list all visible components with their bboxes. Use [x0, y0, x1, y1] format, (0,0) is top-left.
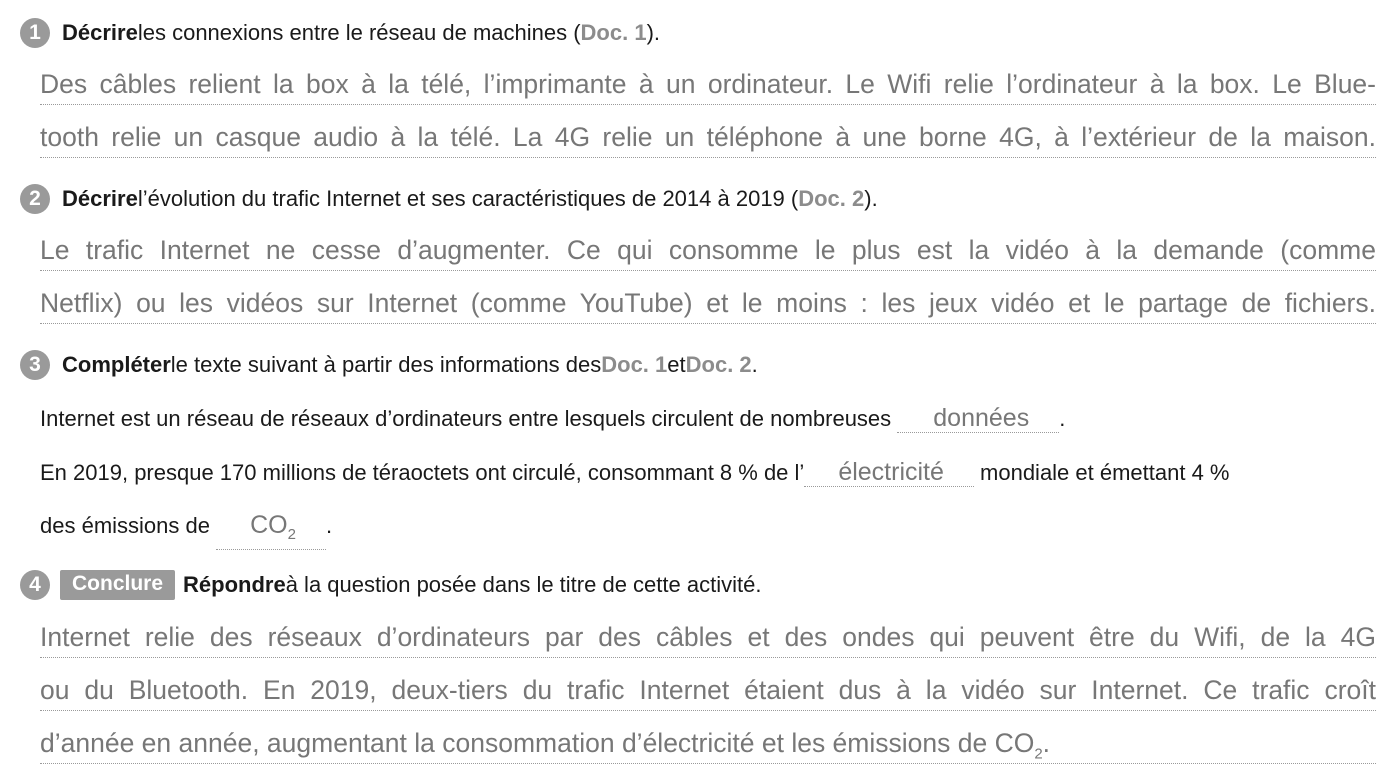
fill-in-sentence — [40, 510, 332, 542]
question-conjunction: et — [667, 352, 686, 377]
question-1 — [20, 17, 660, 49]
question-end: ). — [646, 20, 661, 45]
sentence-text: Internet est un réseau de réseaux d’ordinateurs entre lesquels circulent de nombreuses — [40, 406, 898, 431]
question-number-badge: 4 — [20, 570, 50, 600]
question-4 — [20, 569, 761, 601]
sentence-text: . — [1059, 406, 1066, 431]
sentence-text: En 2019, presque 170 millions de téraoctets ont circulé, consommant 8 % de l’ — [40, 460, 805, 485]
answer-line[interactable]: Le trafic Internet ne cesse d’augmenter. Ce qui consomme le plus est la vidéo à la demande (comme — [40, 230, 1376, 271]
sentence-text: mondiale et émettant 4 % — [973, 460, 1230, 485]
question-verb: Décrire — [62, 20, 138, 45]
question-end: ). — [864, 186, 878, 211]
question-number-badge: 2 — [20, 184, 50, 214]
doc-reference: Doc. 1 — [601, 352, 668, 377]
question-2 — [20, 183, 878, 215]
question-text: à la question posée dans le titre de cette activité. — [285, 572, 762, 597]
answer-line[interactable]: ou du Bluetooth. En 2019, deux-tiers du trafic Internet étaient dus à la vidéo sur Internet. Ce trafic croît — [40, 670, 1376, 711]
blank-value: CO — [250, 511, 288, 539]
answer-line[interactable]: Des câbles relient la box à la télé, l’imprimante à un ordinateur. Le Wifi relie l’ordinateur à la box. Le Blue- — [40, 64, 1376, 105]
fill-in-sentence — [40, 457, 1230, 489]
answer-line[interactable]: tooth relie un casque audio à la télé. La 4G relie un téléphone à une borne 4G, à l’extérieur de la maison. — [40, 117, 1376, 158]
conclure-badge: Conclure — [60, 570, 175, 600]
sentence-text: des émissions de — [40, 513, 217, 538]
answer-line[interactable]: Internet relie des réseaux d’ordinateurs par des câbles et des ondes qui peuvent être du Wifi, de la 4G — [40, 617, 1376, 658]
question-text: le texte suivant à partir des informations des — [170, 352, 602, 377]
question-number-badge: 1 — [20, 18, 50, 48]
doc-reference: Doc. 2 — [798, 186, 865, 211]
question-end: . — [751, 352, 758, 377]
question-3 — [20, 349, 758, 381]
blank-field[interactable] — [216, 511, 326, 550]
sentence-text: . — [325, 513, 333, 538]
question-text: les connexions entre le réseau de machines ( — [137, 20, 581, 45]
question-verb: Répondre — [183, 572, 286, 597]
fill-in-sentence — [40, 403, 1065, 435]
question-number-badge: 3 — [20, 350, 50, 380]
question-verb: Décrire — [62, 186, 138, 211]
answer-line[interactable]: Netflix) ou les vidéos sur Internet (comme YouTube) et le moins : les jeux vidéo et le partage de fichiers. — [40, 283, 1376, 324]
answer-text: d’année en année, augmentant la consommation d’électricité et les émissions de CO — [40, 728, 1035, 758]
answer-text: . — [1042, 728, 1051, 758]
blank-field[interactable]: données — [897, 404, 1059, 433]
question-verb: Compléter — [62, 352, 171, 377]
blank-field[interactable]: électricité — [804, 458, 974, 487]
question-text: l’évolution du trafic Internet et ses caractéristiques de 2014 à 2019 ( — [137, 186, 799, 211]
doc-reference: Doc. 2 — [685, 352, 752, 377]
subscript: 2 — [1034, 745, 1043, 763]
subscript: 2 — [287, 526, 296, 543]
doc-reference: Doc. 1 — [580, 20, 647, 45]
answer-line[interactable] — [40, 723, 1376, 764]
